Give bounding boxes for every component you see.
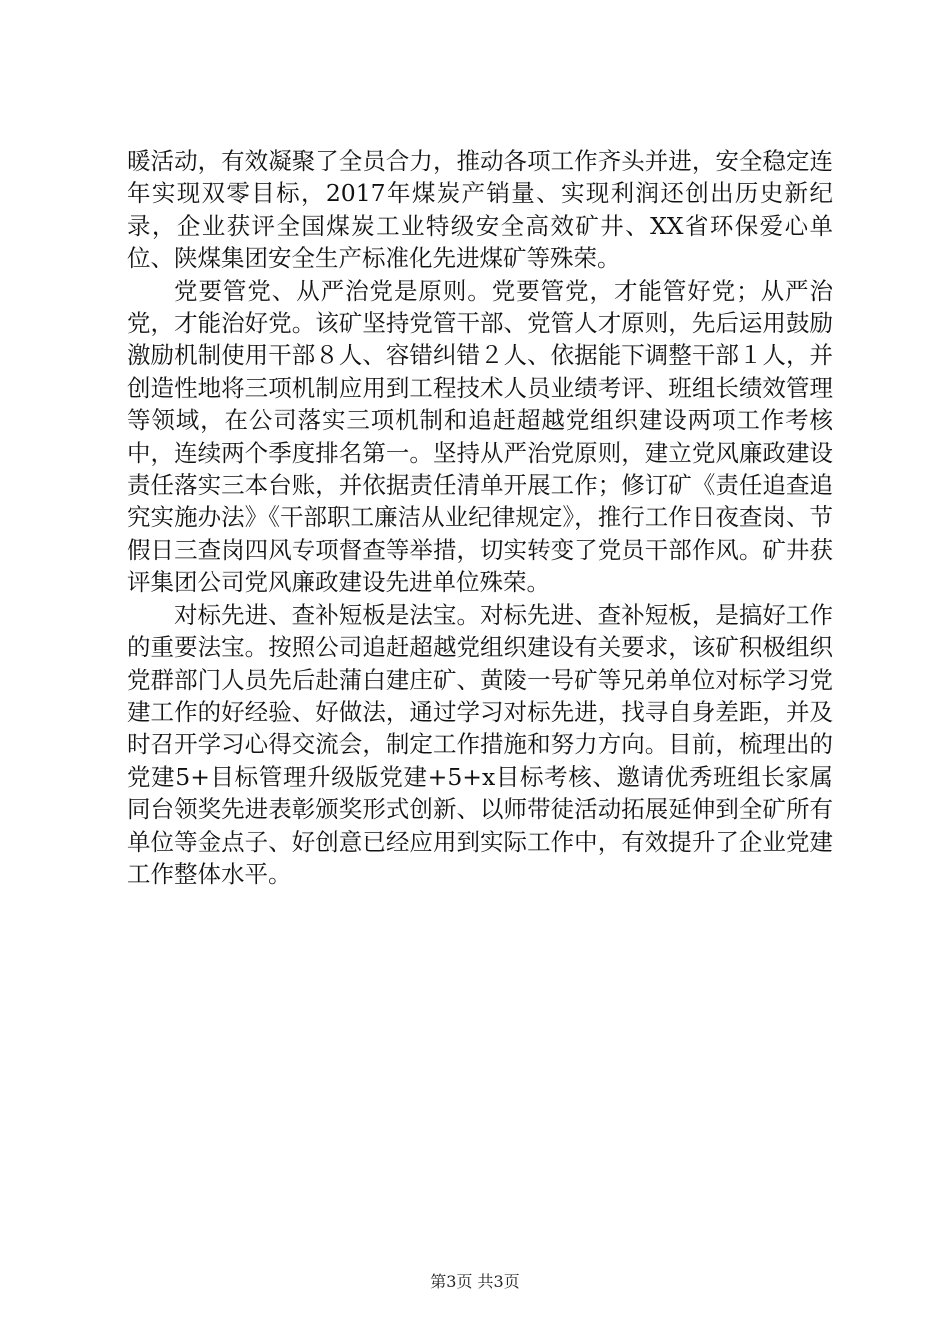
paragraph-continuation: 暖活动，有效凝聚了全员合力，推动各项工作齐头并进，安全稳定连年实现双零目标，2017年煤炭产销量、实现利润还创出历史新纪录，企业获评全国煤炭工业特级安全高效矿井、XX省环保爱心单位、陕煤集团安全生产标准化先进煤矿等殊荣。: [127, 147, 833, 273]
page-footer: 第3页 共3页: [430, 1272, 520, 1291]
document-body: [127, 145, 833, 890]
paragraph-benchmarking: 对标先进、查补短板是法宝。对标先进、查补短板，是搞好工作的重要法宝。按照公司追赶超越党组织建设有关要求，该矿积极组织党群部门人员先后赴蒲白建庄矿、黄陵一号矿等兄弟单位对标学习党建工作的好经验、好做法，通过学习对标先进，找寻自身差距，并及时召开学习心得交流会，制定工作措施和努力方向。目前，梳理出的党建5+目标管理升级版党建+5+x目标考核、邀请优秀班组长家属同台领奖先进表彰颁奖形式创新、以师带徒活动拓展延伸到全矿所有单位等金点子、好创意已经应用到实际工作中，有效提升了企业党建工作整体水平。: [127, 600, 833, 888]
paragraph-party-discipline: 党要管党、从严治党是原则。党要管党，才能管好党；从严治党，才能治好党。该矿坚持党管干部、党管人才原则，先后运用鼓励激励机制使用干部８人、容错纠错２人、依据能下调整干部１人，并创造性地将三项机制应用到工程技术人员业绩考评、班组长绩效管理等领域，在公司落实三项机制和追赶超越党组织建设两项工作考核中，连续两个季度排名第一。坚持从严治党原则，建立党风廉政建设责任落实三本台账，并依据责任清单开展工作；修订矿《责任追查追究实施办法》《干部职工廉洁从业纪律规定》，推行工作日夜查岗、节假日三查岗四风专项督查等举措，切实转变了党员干部作风。矿井获评集团公司党风廉政建设先进单位殊荣。: [127, 276, 833, 597]
